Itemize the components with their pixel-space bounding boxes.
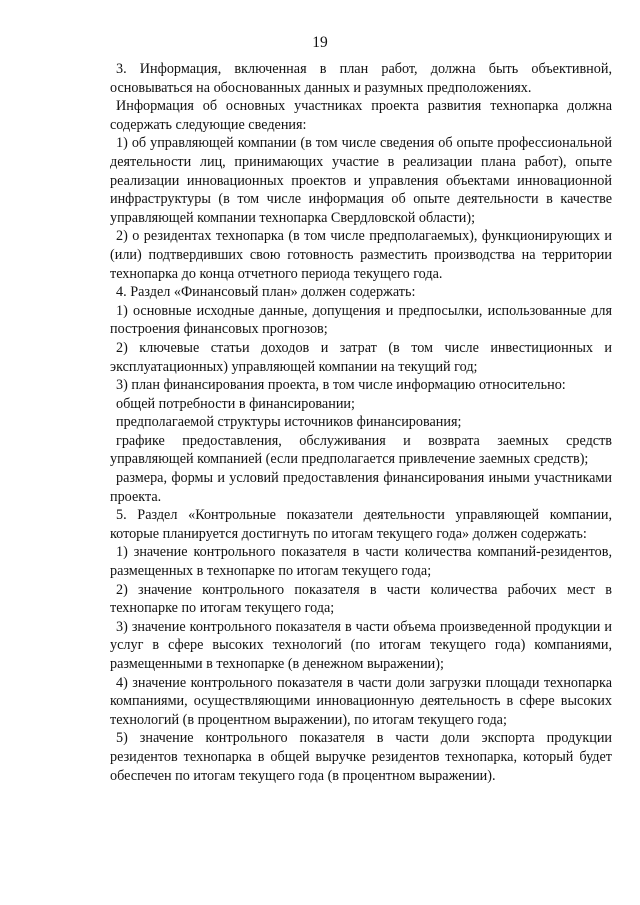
list-item: 3) значение контрольного показателя в части объема произведенной продукции и услуг в сфере высоких технологий (по итогам текущего года) компаниями, размещенными в технопарке (в денежном выражении); bbox=[110, 618, 612, 672]
paragraph: Информация об основных участниках проекта развития технопарка должна содержать следующие сведения: bbox=[110, 98, 612, 133]
list-item: размера, формы и условий предоставления финансирования иными участниками проекта. bbox=[110, 470, 612, 505]
document-body bbox=[110, 60, 612, 785]
list-item: 2) ключевые статьи доходов и затрат (в том числе инвестиционных и эксплуатационных) управляющей компании на текущий год; bbox=[110, 339, 612, 375]
list-item: 1) об управляющей компании (в том числе сведения об опыте профессиональной деятельности лиц, принимающих участие в реализации плана работ), опыте реализации инновационных проектов и управления объектами инновационной инфраструктуры (в том числе информация об опыте деятельности в качестве управляющей компании технопарка Свердловской области); bbox=[110, 135, 612, 226]
list-item: 1) основные исходные данные, допущения и предпосылки, использованные для построения финансовых прогнозов; bbox=[110, 302, 612, 338]
section-heading: 4. Раздел «Финансовый план» должен содержать: bbox=[116, 284, 416, 301]
list-item: 1) значение контрольного показателя в части количества компаний-резидентов, размещенных в технопарке по итогам текущего года; bbox=[110, 544, 612, 580]
list-item: графике предоставления, обслуживания и возврата заемных средств управляющей компанией (если предполагается привлечение заемных средств); bbox=[110, 432, 612, 468]
list-item: 5) значение контрольного показателя в части доли экспорта продукции резидентов технопарка в общей выручке резидентов технопарка, который будет обеспечен по итогам текущего года (в процентном выражении). bbox=[110, 730, 612, 784]
list-item: 3) план финансирования проекта, в том числе информацию относительно: bbox=[116, 377, 566, 394]
list-item: 4) значение контрольного показателя в части доли загрузки площади технопарка компаниями, осуществляющими инновационную деятельность в сфере высоких технологий (в процентном выражении), по итогам текущего года; bbox=[110, 674, 612, 728]
list-item: 2) о резидентах технопарка (в том числе предполагаемых), функционирующих и (или) подтвердивших свою готовность разместить производства на территории технопарка до конца отчетного периода текущего года. bbox=[110, 228, 612, 282]
list-item: 2) значение контрольного показателя в части количества рабочих мест в технопарке по итогам текущего года; bbox=[110, 581, 612, 617]
paragraph: 3. Информация, включенная в план работ, должна быть объективной, основываться на обоснованных данных и разумных предположениях. bbox=[110, 61, 612, 96]
page-number: 19 bbox=[312, 34, 328, 51]
section-heading: 5. Раздел «Контрольные показатели деятельности управляющей компании, которые планируется достигнуть по итогам текущего года» должен содержать: bbox=[110, 507, 612, 542]
list-item: общей потребности в финансировании; bbox=[116, 395, 355, 412]
list-item: предполагаемой структуры источников финансирования; bbox=[116, 414, 462, 431]
